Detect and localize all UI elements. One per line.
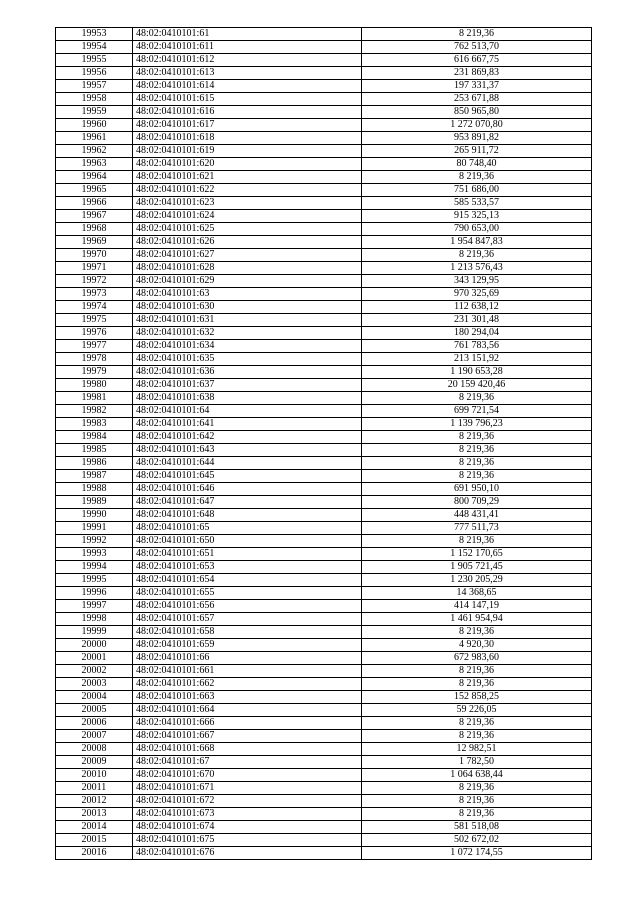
cadastral-value-cell: 8 219,36 [362, 808, 592, 821]
cadastral-number-cell: 48:02:0410101:673 [133, 808, 362, 821]
cadastral-number-cell: 48:02:0410101:664 [133, 704, 362, 717]
table-row [56, 379, 592, 392]
cadastral-value-cell: 8 219,36 [362, 470, 592, 483]
table-row [56, 392, 592, 405]
cadastral-number-cell: 48:02:0410101:66 [133, 652, 362, 665]
cadastral-value-cell: 12 982,51 [362, 743, 592, 756]
cadastral-value-cell: 8 219,36 [362, 717, 592, 730]
cadastral-value-cell: 8 219,36 [362, 782, 592, 795]
cadastral-value-cell: 777 511,73 [362, 522, 592, 535]
cadastral-number-cell: 48:02:0410101:648 [133, 509, 362, 522]
table-row [56, 756, 592, 769]
table-row [56, 340, 592, 353]
row-number-cell: 20001 [56, 652, 133, 665]
row-number-cell: 19968 [56, 223, 133, 236]
row-number-cell: 19962 [56, 145, 133, 158]
cadastral-number-cell: 48:02:0410101:627 [133, 249, 362, 262]
table-row [56, 717, 592, 730]
cadastral-number-cell: 48:02:0410101:661 [133, 665, 362, 678]
table-row [56, 106, 592, 119]
row-number-cell: 19974 [56, 301, 133, 314]
cadastral-number-cell: 48:02:0410101:615 [133, 93, 362, 106]
row-number-cell: 19987 [56, 470, 133, 483]
cadastral-number-cell: 48:02:0410101:647 [133, 496, 362, 509]
table-row [56, 405, 592, 418]
cadastral-number-cell: 48:02:0410101:672 [133, 795, 362, 808]
cadastral-value-cell: 1 230 205,29 [362, 574, 592, 587]
cadastral-number-cell: 48:02:0410101:637 [133, 379, 362, 392]
cadastral-value-cell: 112 638,12 [362, 301, 592, 314]
table-row [56, 691, 592, 704]
row-number-cell: 19958 [56, 93, 133, 106]
row-number-cell: 19988 [56, 483, 133, 496]
table-body [56, 28, 592, 860]
cadastral-number-cell: 48:02:0410101:644 [133, 457, 362, 470]
cadastral-value-cell: 231 301,48 [362, 314, 592, 327]
row-number-cell: 20014 [56, 821, 133, 834]
cadastral-value-cell: 1 152 170,65 [362, 548, 592, 561]
row-number-cell: 20009 [56, 756, 133, 769]
cadastral-value-cell: 1 461 954,94 [362, 613, 592, 626]
table-row [56, 67, 592, 80]
table-row [56, 574, 592, 587]
table-row [56, 743, 592, 756]
row-number-cell: 19985 [56, 444, 133, 457]
cadastral-number-cell: 48:02:0410101:636 [133, 366, 362, 379]
cadastral-number-cell: 48:02:0410101:653 [133, 561, 362, 574]
table-row [56, 275, 592, 288]
cadastral-value-cell: 414 147,19 [362, 600, 592, 613]
cadastral-number-cell: 48:02:0410101:674 [133, 821, 362, 834]
row-number-cell: 20005 [56, 704, 133, 717]
table-row [56, 28, 592, 41]
table-row [56, 769, 592, 782]
row-number-cell: 19981 [56, 392, 133, 405]
row-number-cell: 19954 [56, 41, 133, 54]
cadastral-number-cell: 48:02:0410101:61 [133, 28, 362, 41]
row-number-cell: 20013 [56, 808, 133, 821]
cadastral-number-cell: 48:02:0410101:626 [133, 236, 362, 249]
table-row [56, 262, 592, 275]
table-row [56, 587, 592, 600]
table-row [56, 704, 592, 717]
table-row [56, 795, 592, 808]
cadastral-number-cell: 48:02:0410101:650 [133, 535, 362, 548]
row-number-cell: 19961 [56, 132, 133, 145]
cadastral-value-cell: 8 219,36 [362, 171, 592, 184]
cadastral-value-cell: 1 064 638,44 [362, 769, 592, 782]
row-number-cell: 20006 [56, 717, 133, 730]
cadastral-number-cell: 48:02:0410101:662 [133, 678, 362, 691]
row-number-cell: 19977 [56, 340, 133, 353]
table-row [56, 613, 592, 626]
row-number-cell: 19960 [56, 119, 133, 132]
row-number-cell: 19953 [56, 28, 133, 41]
cadastral-number-cell: 48:02:0410101:628 [133, 262, 362, 275]
cadastral-value-cell: 581 518,08 [362, 821, 592, 834]
table-row [56, 353, 592, 366]
cadastral-value-cell: 502 672,02 [362, 834, 592, 847]
cadastral-value-cell: 20 159 420,46 [362, 379, 592, 392]
row-number-cell: 19983 [56, 418, 133, 431]
cadastral-value-cell: 1 213 576,43 [362, 262, 592, 275]
cadastral-value-cell: 8 219,36 [362, 678, 592, 691]
cadastral-value-cell: 59 226,05 [362, 704, 592, 717]
row-number-cell: 19997 [56, 600, 133, 613]
table-row [56, 41, 592, 54]
cadastral-value-cell: 4 920,30 [362, 639, 592, 652]
table-row [56, 496, 592, 509]
table-row [56, 93, 592, 106]
cadastral-number-cell: 48:02:0410101:612 [133, 54, 362, 67]
row-number-cell: 20012 [56, 795, 133, 808]
cadastral-value-table [55, 27, 592, 860]
cadastral-value-cell: 265 911,72 [362, 145, 592, 158]
row-number-cell: 20010 [56, 769, 133, 782]
table-row [56, 548, 592, 561]
cadastral-number-cell: 48:02:0410101:654 [133, 574, 362, 587]
cadastral-value-cell: 213 151,92 [362, 353, 592, 366]
cadastral-number-cell: 48:02:0410101:668 [133, 743, 362, 756]
table-row [56, 158, 592, 171]
cadastral-number-cell: 48:02:0410101:65 [133, 522, 362, 535]
table-row [56, 145, 592, 158]
row-number-cell: 20003 [56, 678, 133, 691]
row-number-cell: 20016 [56, 847, 133, 860]
cadastral-number-cell: 48:02:0410101:625 [133, 223, 362, 236]
cadastral-value-cell: 231 869,83 [362, 67, 592, 80]
table-row [56, 808, 592, 821]
cadastral-number-cell: 48:02:0410101:655 [133, 587, 362, 600]
cadastral-number-cell: 48:02:0410101:618 [133, 132, 362, 145]
row-number-cell: 20004 [56, 691, 133, 704]
table-row [56, 626, 592, 639]
row-number-cell: 19971 [56, 262, 133, 275]
table-row [56, 730, 592, 743]
cadastral-value-cell: 699 721,54 [362, 405, 592, 418]
table-row [56, 301, 592, 314]
cadastral-number-cell: 48:02:0410101:63 [133, 288, 362, 301]
table-row [56, 847, 592, 860]
cadastral-value-cell: 8 219,36 [362, 249, 592, 262]
row-number-cell: 19979 [56, 366, 133, 379]
cadastral-value-cell: 8 219,36 [362, 795, 592, 808]
table-row [56, 80, 592, 93]
table-row [56, 197, 592, 210]
table-row [56, 119, 592, 132]
table-row [56, 171, 592, 184]
cadastral-number-cell: 48:02:0410101:623 [133, 197, 362, 210]
cadastral-number-cell: 48:02:0410101:656 [133, 600, 362, 613]
cadastral-number-cell: 48:02:0410101:616 [133, 106, 362, 119]
cadastral-value-cell: 343 129,95 [362, 275, 592, 288]
cadastral-number-cell: 48:02:0410101:642 [133, 431, 362, 444]
table-row [56, 561, 592, 574]
row-number-cell: 19972 [56, 275, 133, 288]
row-number-cell: 19996 [56, 587, 133, 600]
cadastral-number-cell: 48:02:0410101:675 [133, 834, 362, 847]
row-number-cell: 19967 [56, 210, 133, 223]
cadastral-value-cell: 8 219,36 [362, 535, 592, 548]
cadastral-number-cell: 48:02:0410101:611 [133, 41, 362, 54]
table-row [56, 249, 592, 262]
table-row [56, 470, 592, 483]
cadastral-number-cell: 48:02:0410101:630 [133, 301, 362, 314]
cadastral-value-cell: 80 748,40 [362, 158, 592, 171]
cadastral-number-cell: 48:02:0410101:646 [133, 483, 362, 496]
cadastral-value-cell: 152 858,25 [362, 691, 592, 704]
row-number-cell: 20007 [56, 730, 133, 743]
table-row [56, 522, 592, 535]
row-number-cell: 19965 [56, 184, 133, 197]
cadastral-number-cell: 48:02:0410101:645 [133, 470, 362, 483]
cadastral-value-cell: 1 072 174,55 [362, 847, 592, 860]
cadastral-value-cell: 1 905 721,45 [362, 561, 592, 574]
cadastral-number-cell: 48:02:0410101:671 [133, 782, 362, 795]
table-row [56, 509, 592, 522]
row-number-cell: 19969 [56, 236, 133, 249]
row-number-cell: 19964 [56, 171, 133, 184]
cadastral-number-cell: 48:02:0410101:64 [133, 405, 362, 418]
row-number-cell: 19995 [56, 574, 133, 587]
row-number-cell: 20011 [56, 782, 133, 795]
row-number-cell: 19990 [56, 509, 133, 522]
cadastral-value-cell: 8 219,36 [362, 431, 592, 444]
cadastral-value-cell: 672 983,60 [362, 652, 592, 665]
cadastral-number-cell: 48:02:0410101:676 [133, 847, 362, 860]
row-number-cell: 19973 [56, 288, 133, 301]
cadastral-value-cell: 8 219,36 [362, 730, 592, 743]
table-row [56, 314, 592, 327]
cadastral-value-cell: 448 431,41 [362, 509, 592, 522]
cadastral-number-cell: 48:02:0410101:667 [133, 730, 362, 743]
row-number-cell: 20000 [56, 639, 133, 652]
cadastral-value-cell: 953 891,82 [362, 132, 592, 145]
cadastral-number-cell: 48:02:0410101:632 [133, 327, 362, 340]
row-number-cell: 19998 [56, 613, 133, 626]
row-number-cell: 19966 [56, 197, 133, 210]
table-row [56, 223, 592, 236]
row-number-cell: 20008 [56, 743, 133, 756]
table-row [56, 665, 592, 678]
cadastral-number-cell: 48:02:0410101:663 [133, 691, 362, 704]
cadastral-value-cell: 616 667,75 [362, 54, 592, 67]
cadastral-value-cell: 8 219,36 [362, 626, 592, 639]
cadastral-number-cell: 48:02:0410101:657 [133, 613, 362, 626]
table-row [56, 535, 592, 548]
cadastral-number-cell: 48:02:0410101:651 [133, 548, 362, 561]
table-row [56, 236, 592, 249]
cadastral-value-cell: 197 331,37 [362, 80, 592, 93]
row-number-cell: 19963 [56, 158, 133, 171]
cadastral-number-cell: 48:02:0410101:643 [133, 444, 362, 457]
cadastral-value-cell: 915 325,13 [362, 210, 592, 223]
cadastral-number-cell: 48:02:0410101:659 [133, 639, 362, 652]
cadastral-value-cell: 8 219,36 [362, 28, 592, 41]
cadastral-value-cell: 691 950,10 [362, 483, 592, 496]
cadastral-value-cell: 751 686,00 [362, 184, 592, 197]
table-row [56, 483, 592, 496]
cadastral-number-cell: 48:02:0410101:619 [133, 145, 362, 158]
cadastral-value-cell: 8 219,36 [362, 392, 592, 405]
row-number-cell: 19959 [56, 106, 133, 119]
table-row [56, 639, 592, 652]
cadastral-value-cell: 8 219,36 [362, 665, 592, 678]
cadastral-value-cell: 800 709,29 [362, 496, 592, 509]
cadastral-value-cell: 850 965,80 [362, 106, 592, 119]
cadastral-value-cell: 761 783,56 [362, 340, 592, 353]
cadastral-number-cell: 48:02:0410101:622 [133, 184, 362, 197]
cadastral-number-cell: 48:02:0410101:621 [133, 171, 362, 184]
row-number-cell: 19975 [56, 314, 133, 327]
cadastral-number-cell: 48:02:0410101:624 [133, 210, 362, 223]
row-number-cell: 19986 [56, 457, 133, 470]
row-number-cell: 19955 [56, 54, 133, 67]
cadastral-value-cell: 1 272 070,80 [362, 119, 592, 132]
table-row [56, 444, 592, 457]
cadastral-value-cell: 585 533,57 [362, 197, 592, 210]
table-row [56, 782, 592, 795]
row-number-cell: 19999 [56, 626, 133, 639]
cadastral-value-cell: 970 325,69 [362, 288, 592, 301]
row-number-cell: 19982 [56, 405, 133, 418]
row-number-cell: 19978 [56, 353, 133, 366]
row-number-cell: 19994 [56, 561, 133, 574]
cadastral-value-cell: 790 653,00 [362, 223, 592, 236]
table-row [56, 366, 592, 379]
row-number-cell: 20002 [56, 665, 133, 678]
table-row [56, 418, 592, 431]
cadastral-number-cell: 48:02:0410101:67 [133, 756, 362, 769]
cadastral-value-cell: 8 219,36 [362, 444, 592, 457]
cadastral-number-cell: 48:02:0410101:614 [133, 80, 362, 93]
row-number-cell: 19993 [56, 548, 133, 561]
cadastral-number-cell: 48:02:0410101:631 [133, 314, 362, 327]
row-number-cell: 19980 [56, 379, 133, 392]
row-number-cell: 19991 [56, 522, 133, 535]
cadastral-value-cell: 253 671,88 [362, 93, 592, 106]
table-row [56, 834, 592, 847]
row-number-cell: 19992 [56, 535, 133, 548]
cadastral-value-cell: 1 782,50 [362, 756, 592, 769]
cadastral-value-cell: 1 954 847,83 [362, 236, 592, 249]
cadastral-number-cell: 48:02:0410101:638 [133, 392, 362, 405]
cadastral-number-cell: 48:02:0410101:670 [133, 769, 362, 782]
table-row [56, 600, 592, 613]
row-number-cell: 19957 [56, 80, 133, 93]
cadastral-value-cell: 14 368,65 [362, 587, 592, 600]
cadastral-number-cell: 48:02:0410101:634 [133, 340, 362, 353]
cadastral-value-cell: 8 219,36 [362, 457, 592, 470]
table-row [56, 54, 592, 67]
cadastral-value-cell: 1 190 653,28 [362, 366, 592, 379]
cadastral-number-cell: 48:02:0410101:658 [133, 626, 362, 639]
cadastral-value-cell: 762 513,70 [362, 41, 592, 54]
row-number-cell: 19976 [56, 327, 133, 340]
cadastral-number-cell: 48:02:0410101:613 [133, 67, 362, 80]
cadastral-number-cell: 48:02:0410101:620 [133, 158, 362, 171]
row-number-cell: 19956 [56, 67, 133, 80]
table-row [56, 652, 592, 665]
table-row [56, 288, 592, 301]
cadastral-number-cell: 48:02:0410101:635 [133, 353, 362, 366]
cadastral-number-cell: 48:02:0410101:641 [133, 418, 362, 431]
table-row [56, 457, 592, 470]
row-number-cell: 19984 [56, 431, 133, 444]
cadastral-number-cell: 48:02:0410101:629 [133, 275, 362, 288]
cadastral-number-cell: 48:02:0410101:666 [133, 717, 362, 730]
cadastral-number-cell: 48:02:0410101:617 [133, 119, 362, 132]
table-row [56, 184, 592, 197]
cadastral-value-cell: 180 294,04 [362, 327, 592, 340]
table-row [56, 327, 592, 340]
table-row [56, 132, 592, 145]
table-row [56, 678, 592, 691]
table-row [56, 210, 592, 223]
row-number-cell: 20015 [56, 834, 133, 847]
table-row [56, 821, 592, 834]
table-row [56, 431, 592, 444]
row-number-cell: 19989 [56, 496, 133, 509]
row-number-cell: 19970 [56, 249, 133, 262]
cadastral-value-cell: 1 139 796,23 [362, 418, 592, 431]
